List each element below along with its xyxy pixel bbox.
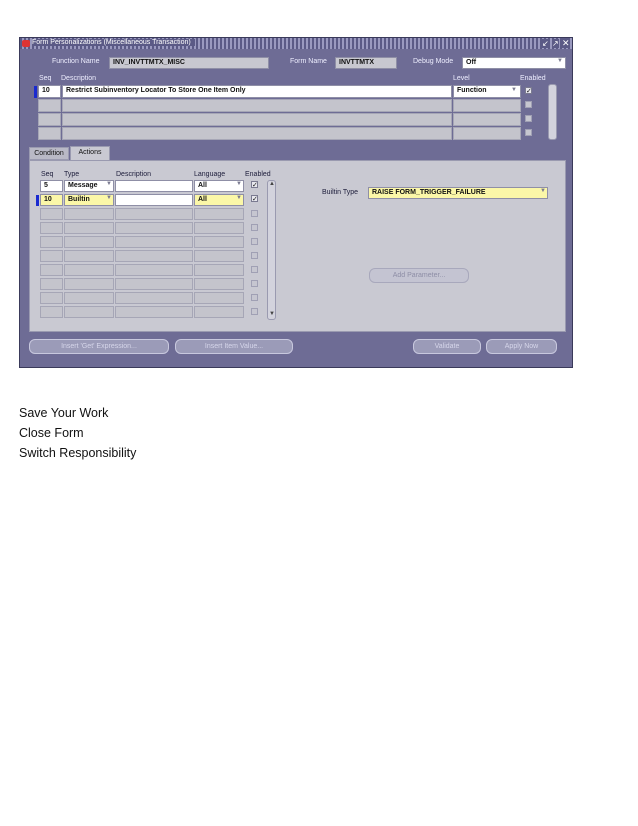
- rule-row-empty[interactable]: [62, 99, 452, 112]
- action-row-empty[interactable]: [194, 208, 244, 220]
- action-language-select[interactable]: All: [194, 180, 244, 192]
- actions-scrollbar[interactable]: [267, 180, 276, 320]
- rules-enabled-header: Enabled: [520, 75, 546, 82]
- builtin-type-select[interactable]: RAISE FORM_TRIGGER_FAILURE: [368, 187, 548, 199]
- action-enabled-checkbox[interactable]: ✓: [252, 196, 258, 203]
- action-row-empty[interactable]: [115, 278, 193, 290]
- action-row-empty[interactable]: [64, 264, 114, 276]
- rules-level-header: Level: [453, 75, 470, 82]
- window-title-bar[interactable]: [20, 38, 572, 49]
- rules-scrollbar[interactable]: [548, 84, 557, 140]
- actions-panel: [29, 160, 566, 332]
- action-enabled-checkbox[interactable]: [251, 252, 258, 259]
- action-row-empty[interactable]: [64, 208, 114, 220]
- action-enabled-checkbox[interactable]: [251, 280, 258, 287]
- action-row-empty[interactable]: [115, 306, 193, 318]
- action-row-empty[interactable]: [40, 278, 63, 290]
- action-row-empty[interactable]: [115, 292, 193, 304]
- action-row-empty[interactable]: [40, 250, 63, 262]
- chevron-down-icon[interactable]: ▼: [106, 181, 112, 187]
- minimize-icon[interactable]: ↙: [542, 39, 549, 48]
- function-name-label: Function Name: [52, 58, 100, 65]
- rule-enabled-checkbox[interactable]: [525, 101, 532, 108]
- action-enabled-checkbox[interactable]: [251, 294, 258, 301]
- action-row-empty[interactable]: [194, 278, 244, 290]
- chevron-down-icon[interactable]: ▼: [236, 181, 242, 187]
- debug-mode-select[interactable]: Off: [462, 57, 566, 69]
- form-name-field[interactable]: INVTTMTX: [335, 57, 397, 69]
- actions-language-header: Language: [194, 171, 226, 178]
- action-seq-field[interactable]: 5: [40, 180, 63, 192]
- action-row-empty[interactable]: [115, 208, 193, 220]
- rule-row-empty[interactable]: [38, 113, 61, 126]
- action-enabled-checkbox[interactable]: [251, 224, 258, 231]
- action-enabled-checkbox[interactable]: [251, 238, 258, 245]
- rule-row-empty[interactable]: [62, 113, 452, 126]
- rule-seq-field[interactable]: 10: [38, 85, 61, 98]
- rule-enabled-checkbox[interactable]: [525, 129, 532, 136]
- rule-row-empty[interactable]: [453, 113, 521, 126]
- chevron-down-icon[interactable]: ▼: [236, 195, 242, 201]
- action-row-empty[interactable]: [194, 292, 244, 304]
- action-row-empty[interactable]: [40, 222, 63, 234]
- instruction-line: Switch Responsibility: [19, 446, 137, 460]
- chevron-down-icon[interactable]: ▼: [511, 87, 517, 93]
- actions-seq-header: Seq: [41, 171, 54, 178]
- action-row-empty[interactable]: [64, 236, 114, 248]
- action-row-empty[interactable]: [194, 264, 244, 276]
- action-row-empty[interactable]: [64, 222, 114, 234]
- action-enabled-checkbox[interactable]: [251, 308, 258, 315]
- action-row-empty[interactable]: [194, 222, 244, 234]
- rules-seq-header: Seq: [39, 75, 52, 82]
- actions-type-header: Type: [64, 171, 80, 178]
- instruction-line: Close Form: [19, 426, 84, 440]
- tab-condition[interactable]: Condition: [29, 147, 69, 160]
- action-row-empty[interactable]: [64, 306, 114, 318]
- validate-button[interactable]: Validate: [413, 339, 481, 354]
- action-row-empty[interactable]: [115, 250, 193, 262]
- insert-get-expression-button[interactable]: Insert 'Get' Expression...: [29, 339, 169, 354]
- action-row-empty[interactable]: [115, 222, 193, 234]
- rule-description-field[interactable]: Restrict Subinventory Locator To Store One Item Only: [62, 85, 452, 98]
- chevron-down-icon[interactable]: ▼: [540, 188, 546, 194]
- debug-mode-label: Debug Mode: [413, 58, 454, 65]
- rules-description-header: Description: [61, 75, 97, 82]
- rule-row-empty[interactable]: [62, 127, 452, 140]
- apply-now-button[interactable]: Apply Now: [486, 339, 557, 354]
- rule-row-empty[interactable]: [38, 127, 61, 140]
- action-enabled-checkbox[interactable]: [251, 210, 258, 217]
- action-row-empty[interactable]: [194, 306, 244, 318]
- action-seq-field[interactable]: 10: [40, 194, 63, 206]
- action-row-empty[interactable]: [40, 264, 63, 276]
- rule-row-empty[interactable]: [38, 99, 61, 112]
- action-row-empty[interactable]: [40, 292, 63, 304]
- form-name-label: Form Name: [290, 58, 327, 65]
- scroll-down-icon[interactable]: ▼: [269, 311, 275, 317]
- action-type-select[interactable]: Message: [64, 180, 114, 192]
- add-parameter-button[interactable]: Add Parameter...: [369, 268, 469, 283]
- action-row-empty[interactable]: [40, 208, 63, 220]
- form-personalizations-window: [19, 37, 573, 368]
- action-row-empty[interactable]: [194, 250, 244, 262]
- window-title: Form Personalizations (Miscellaneous Transaction): [32, 39, 195, 46]
- action-row-empty[interactable]: [64, 278, 114, 290]
- maximize-icon[interactable]: ↗: [552, 39, 559, 48]
- function-name-field[interactable]: INV_INVTTMTX_MISC: [109, 57, 269, 69]
- action-type-select[interactable]: Builtin: [64, 194, 114, 206]
- action-enabled-checkbox[interactable]: [251, 266, 258, 273]
- current-record-indicator: [36, 195, 39, 206]
- action-language-select[interactable]: All: [194, 194, 244, 206]
- rule-row-empty[interactable]: [453, 99, 521, 112]
- action-enabled-checkbox[interactable]: ✓: [252, 182, 258, 189]
- insert-item-value-button[interactable]: Insert Item Value...: [175, 339, 293, 354]
- app-icon: [22, 40, 30, 47]
- current-record-indicator: [34, 86, 37, 98]
- instruction-line: Save Your Work: [19, 406, 109, 420]
- rule-row-empty[interactable]: [453, 127, 521, 140]
- chevron-down-icon[interactable]: ▼: [557, 58, 563, 64]
- action-description-field[interactable]: [115, 194, 193, 206]
- action-row-empty[interactable]: [64, 292, 114, 304]
- action-row-empty[interactable]: [64, 250, 114, 262]
- chevron-down-icon[interactable]: ▼: [106, 195, 112, 201]
- action-row-empty[interactable]: [115, 236, 193, 248]
- action-row-empty[interactable]: [40, 306, 63, 318]
- builtin-type-label: Builtin Type: [322, 189, 359, 196]
- close-icon[interactable]: ✕: [562, 38, 570, 48]
- action-row-empty[interactable]: [115, 264, 193, 276]
- rule-enabled-checkbox[interactable]: [525, 115, 532, 122]
- scroll-up-icon[interactable]: ▲: [269, 181, 275, 187]
- action-row-empty[interactable]: [194, 236, 244, 248]
- actions-enabled-header: Enabled: [245, 171, 271, 178]
- action-description-field[interactable]: [115, 180, 193, 192]
- actions-description-header: Description: [116, 171, 152, 178]
- tab-actions[interactable]: Actions: [70, 146, 110, 161]
- rule-level-select[interactable]: Function: [453, 85, 521, 98]
- rule-enabled-checkbox[interactable]: ✓: [526, 88, 532, 95]
- action-row-empty[interactable]: [40, 236, 63, 248]
